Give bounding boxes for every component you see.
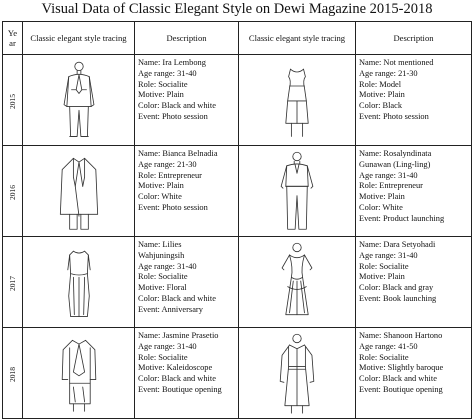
table-title: Visual Data of Classic Elegant Style on Dewi Magazine 2015-2018 [41,1,433,17]
description-line: Motive: Kaleidoscope [138,363,213,373]
description-line: Motive: Floral [138,283,187,293]
description-line: Role: Socialite [138,272,188,282]
description-header-right: Description [356,22,472,55]
description-line: Age range: 41-50 [359,341,418,351]
year-cell [3,237,23,328]
tracing-header-left: Classic elegant style tracing [23,22,135,55]
description-line: Motive: Plain [138,90,184,100]
description-line: Color: Black and white [138,293,216,303]
description-line: Role: Socialite [359,352,409,362]
tracing-cell-right [239,146,356,237]
description-line: Name: Dara Setyohadi [359,240,436,249]
description-line: Event: Photo session [359,111,429,121]
description-line: Event: Boutique opening [138,384,222,394]
sleeveless-dress-icon [239,58,355,142]
description-line: Role: Entrepreneur [138,170,202,180]
description-line: Event: Photo session [138,111,208,121]
description-line: Role: Socialite [138,79,188,89]
description-line: Name: Bianca Belnadia [138,149,218,158]
description-line: Event: Book launching [359,293,437,303]
header-row [3,22,472,55]
description-cell-right [356,237,472,328]
description-line: Event: Anniversary [138,304,203,314]
tracing-cell-left [23,237,135,328]
description-line: Wahjuningsih [138,250,185,260]
description-line: Gunawan (Ling-ling) [359,159,431,169]
description-line: Color: Black and white [138,101,216,111]
description-line: Motive: Plain [138,181,184,191]
table-row [3,146,472,237]
description-line: Age range: 31-40 [359,170,418,180]
description-line: Event: Photo session [138,202,208,212]
style-data-table [2,21,472,419]
tracing-cell-right [239,328,356,419]
year-label: 2018 [8,367,17,382]
description-line: Color: Black and white [138,374,216,384]
description-line: Event: Boutique opening [359,384,443,394]
description-cell-left [135,328,239,419]
description-line: Role: Entrepreneur [359,181,423,191]
description-line: Age range: 31-40 [138,68,197,78]
description-line: Name: Not mentioned [359,58,434,67]
description-line: Age range: 31-40 [138,261,197,271]
tracing-cell-right [239,237,356,328]
description-line: Role: Model [359,79,402,89]
description-cell-left [135,237,239,328]
year-header: Ye ar [3,22,23,55]
description-line: Color: Black and white [359,374,437,384]
table-row [3,328,472,419]
sheath-dress-icon [23,240,134,324]
table-row [3,237,472,328]
description-line: Color: White [359,202,403,212]
blouse-trousers-icon [239,149,355,233]
year-cell [3,55,23,146]
description-line: Role: Socialite [359,261,409,271]
description-line: Name: Rosalyndinata [359,149,432,158]
tracing-cell-left [23,55,135,146]
description-line: Color: Black and gray [359,283,434,293]
description-cell-left [135,146,239,237]
description-cell-left [135,55,239,146]
description-line: Motive: Plain [359,272,405,282]
cape-coat-icon [23,149,134,233]
description-line: Name: Ira Lembong [138,58,206,67]
description-line: Name: Shanoon Hartono [359,331,443,340]
belted-coat-dress-icon [239,331,355,415]
description-line: Motive: Plain [359,90,405,100]
description-line: Name: Lilies [138,240,182,249]
tracing-cell-left [23,146,135,237]
description-line: Age range: 21-30 [138,159,197,169]
table-row [3,55,472,146]
description-line: Color: Black [359,101,403,111]
year-label: 2017 [8,276,17,291]
description-line: Motive: Plain [359,192,405,202]
description-cell-right [356,55,472,146]
year-cell [3,146,23,237]
description-line: Age range: 21-30 [359,68,418,78]
description-line: Age range: 31-40 [359,250,418,260]
description-line: Motive: Slightly baroque [359,363,444,373]
year-cell [3,328,23,419]
suit-jacket-pants-icon [23,58,134,142]
description-line: Name: Jasmine Prasetio [138,331,219,340]
year-label: 2016 [8,185,17,200]
tracing-header-right: Classic elegant style tracing [239,22,356,55]
description-line: Color: White [138,192,182,202]
asymmetric-jacket-dress-icon [23,331,134,415]
tracing-cell-left [23,328,135,419]
description-cell-right [356,328,472,419]
description-line: Age range: 31-40 [138,341,197,351]
tracing-cell-right [239,55,356,146]
draped-gown-icon [239,240,355,324]
year-label: 2015 [8,94,17,109]
description-line: Event: Product launching [359,213,445,223]
description-line: Role: Socialite [138,352,188,362]
description-cell-right [356,146,472,237]
description-header-left: Description [135,22,239,55]
